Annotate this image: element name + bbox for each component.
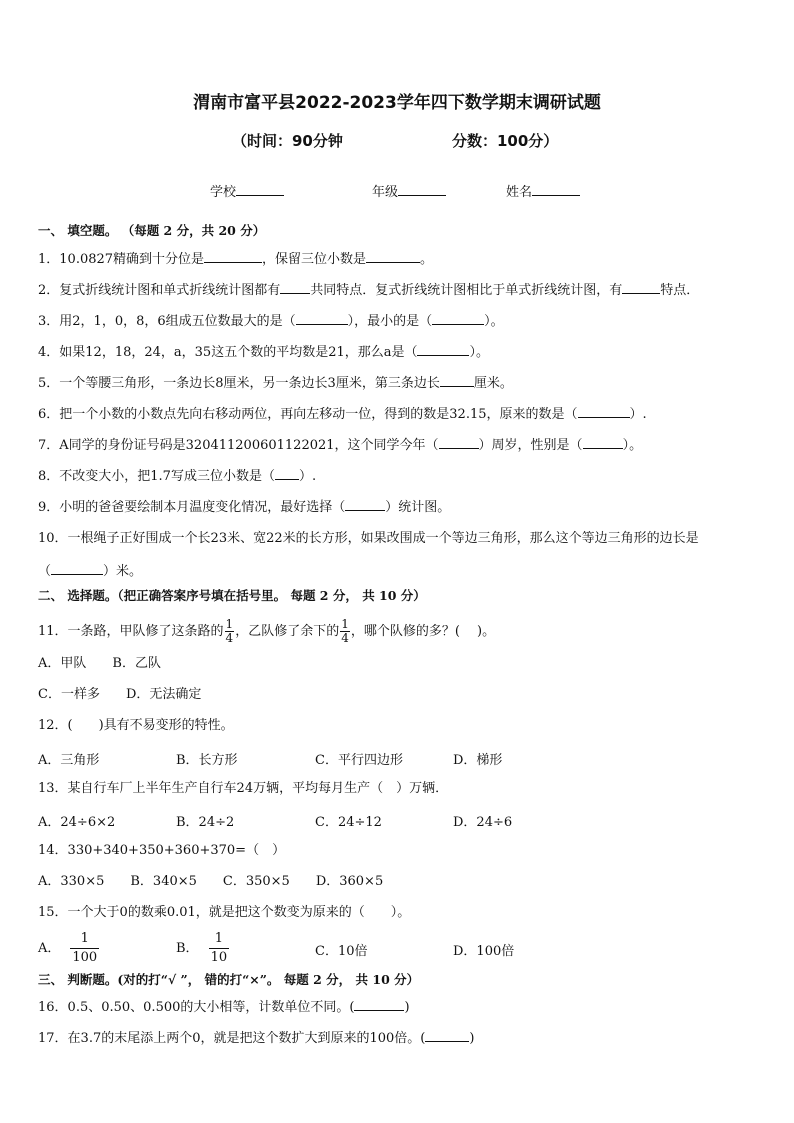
answer-blank[interactable] [280,281,310,294]
q13-option-c[interactable]: C．24÷12 [315,815,382,830]
answer-blank[interactable] [432,312,484,325]
q13-option-b[interactable]: B．24÷2 [176,815,235,830]
answer-blank[interactable] [622,281,660,294]
grade-blank[interactable] [398,183,446,196]
question-14: 14．330+340+350+360+370=（ ） [38,843,286,858]
question-16: 16．0.5、0.50、0.500的大小相等，计数单位不同。( ) [38,1000,410,1015]
answer-blank[interactable] [51,562,103,575]
question-9: 9．小明的爸爸要绘制本月温度变化情况，最好选择（ ）统计图。 [38,500,451,515]
question-5: 5．一个等腰三角形，一条边长8厘米，另一条边长3厘米，第三条边长 厘米。 [38,376,513,391]
q12-option-b[interactable]: B．长方形 [176,753,238,768]
q12-option-a[interactable]: A．三角形 [38,753,100,768]
school-label: 学校 [210,185,237,200]
exam-score: 分数：100分） [452,132,559,150]
fraction-one-tenth: $\frac{1}{10}$ [210,931,228,965]
grade-field [372,181,446,200]
q12-option-c[interactable]: C．平行四边形 [315,753,403,768]
q12-option-d[interactable]: D．梯形 [453,753,503,768]
answer-blank[interactable] [366,250,420,263]
answer-blank[interactable] [425,1029,469,1042]
grade-label: 年级 [372,185,399,200]
question-6: 6．把一个小数的小数点先向右移动两位，再向左移动一位，得到的数是32.15，原来的数是（ ）. [38,407,647,422]
name-label: 姓名 [506,185,533,200]
answer-blank[interactable] [439,436,479,449]
answer-blank[interactable] [354,998,404,1011]
question-11: 11．一条路，甲队修了这条路的 $\frac{1}{4}$ ，乙队修了余下的 $\frac{1}{4}$ ，哪个队修的多？( )。 [38,617,496,645]
school-field [210,181,284,200]
name-field [506,181,580,200]
q15-option-b[interactable]: B． $\frac{1}{10}$ [176,931,228,965]
question-12: 12．( )具有不易变形的特性。 [38,718,234,733]
question-11-options-2[interactable]: C．一样多 D．无法确定 [38,687,202,702]
answer-blank[interactable] [204,250,262,263]
page-title: 渭南市富平县2022-2023学年四下数学期末调研试题 [193,93,601,113]
answer-blank[interactable] [296,312,348,325]
question-7: 7．A同学的身份证号码是320411200601122021，这个同学今年（ ）周岁，性别是（ ）。 [38,438,643,453]
answer-blank[interactable] [578,405,630,418]
answer-blank[interactable] [440,374,474,387]
question-2: 2．复式折线统计图和单式折线统计图都有 共同特点．复式折线统计图相比于单式折线统计图，有 特点． [38,283,700,298]
question-11-options-1[interactable]: A．甲队 B．乙队 [38,656,161,671]
answer-blank[interactable] [345,498,385,511]
section-2-header: 二、 选择题。（把正确答案序号填在括号里。 每题 2 分， 共 10 分） [38,588,426,603]
section-1-header: 一、 填空题。 （每题 2 分，共 20 分） [38,223,266,238]
question-3: 3．用2，1，0，8，6组成五位数最大的是（ ），最小的是（ ）。 [38,314,504,329]
exam-time: （时间：90分钟 [232,132,343,150]
question-10: 10．一根绳子正好围成一个长23米、宽22米的长方形，如果改围成一个等边三角形，那么这个等边三角形的边长是 [38,531,699,546]
name-blank[interactable] [532,183,580,196]
q15-option-a[interactable]: A． $\frac{1}{100}$ [38,931,98,965]
question-13: 13．某自行车厂上半年生产自行车24万辆，平均每月生产（ ）万辆． [38,781,449,796]
answer-blank[interactable] [275,467,299,480]
q15-option-c[interactable]: C．10倍 [315,944,368,959]
school-blank[interactable] [236,183,284,196]
fraction-one-hundredth: $\frac{1}{100}$ [72,931,98,965]
question-14-options[interactable]: A．330×5 B．340×5 C．350×5 D．360×5 [38,874,384,889]
answer-blank[interactable] [417,343,469,356]
q13-option-d[interactable]: D．24÷6 [453,815,513,830]
answer-blank[interactable] [583,436,623,449]
fraction-one-quarter: $\frac{1}{4}$ [225,617,234,645]
question-15: 15．一个大于0的数乘0.01，就是把这个数变为原来的（ ）。 [38,905,411,920]
q13-option-a[interactable]: A．24÷6×2 [38,815,116,830]
question-8: 8．不改变大小，把1.7写成三位小数是（ ）. [38,469,317,484]
q15-option-d[interactable]: D．100倍 [453,944,515,959]
question-10-cont: （ ）米。 [38,564,143,579]
section-3-header: 三、 判断题。(对的打“√ ”， 错的打“×”。 每题 2 分， 共 10 分） [38,972,420,987]
fraction-one-quarter: $\frac{1}{4}$ [341,617,349,645]
question-17: 17．在3.7的末尾添上两个0，就是把这个数扩大到原来的100倍。( ) [38,1031,475,1046]
question-1: 1．10.0827精确到十分位是 ，保留三位小数是 。 [38,252,434,267]
question-4: 4．如果12，18，24，a，35这五个数的平均数是21，那么a是（ ）。 [38,345,489,360]
